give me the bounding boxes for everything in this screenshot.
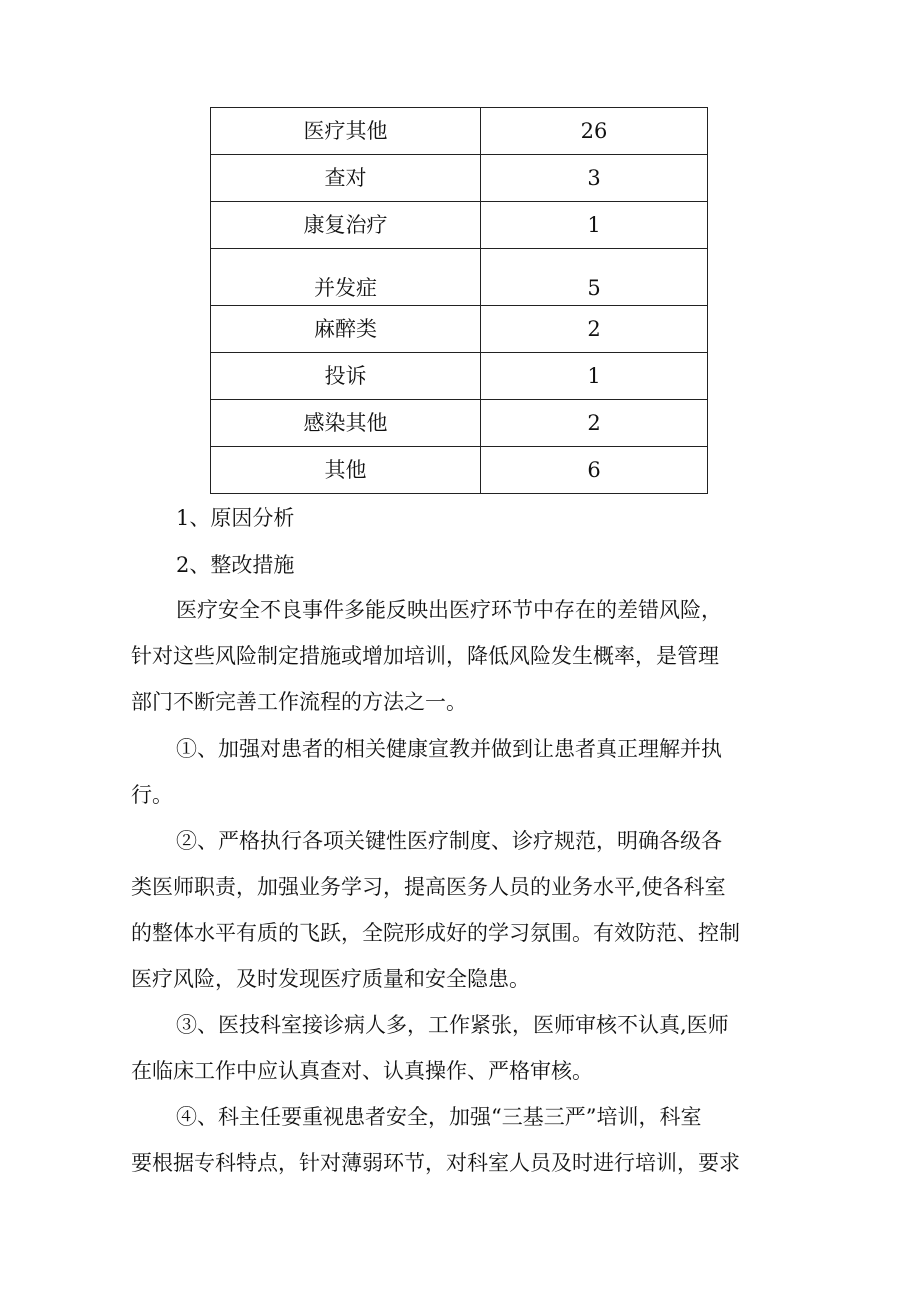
count-cell: 1 [481, 202, 708, 249]
count-cell: 26 [481, 108, 708, 155]
table-row [211, 108, 708, 155]
category-cell: 医疗其他 [211, 108, 481, 155]
count-cell: 6 [481, 447, 708, 494]
count-cell: 2 [481, 306, 708, 353]
paragraph-line: ④、科主任要重视患者安全，加强“三基三严”培训，科室 [176, 1105, 702, 1129]
count-cell: 1 [481, 353, 708, 400]
heading-cause-analysis: 1、原因分析 [176, 506, 295, 530]
paragraph-line: 要根据专科特点，针对薄弱环节，对科室人员及时进行培训，要求 [131, 1151, 740, 1175]
table-row [211, 306, 708, 353]
paragraph-line: 部门不断完善工作流程的方法之一。 [131, 690, 467, 714]
paragraph-line: ①、加强对患者的相关健康宣教并做到让患者真正理解并执 [176, 737, 722, 761]
category-cell: 其他 [211, 447, 481, 494]
paragraph-line: 医疗风险，及时发现医疗质量和安全隐患。 [131, 967, 530, 991]
table-row [211, 249, 708, 306]
paragraph-line: 行。 [131, 783, 173, 807]
category-cell: 查对 [211, 155, 481, 202]
paragraph-line: 针对这些风险制定措施或增加培训，降低风险发生概率，是管理 [131, 644, 719, 668]
paragraph-line: ③、医技科室接诊病人多，工作紧张，医师审核不认真,医师 [176, 1013, 729, 1037]
category-cell: 并发症 [211, 249, 481, 306]
category-cell: 麻醉类 [211, 306, 481, 353]
count-cell: 2 [481, 400, 708, 447]
category-cell: 感染其他 [211, 400, 481, 447]
heading-corrective-measures: 2、整改措施 [176, 553, 295, 577]
paragraph-line: 类医师职责，加强业务学习，提高医务人员的业务水平,使各科室 [131, 875, 726, 899]
table-row [211, 202, 708, 249]
paragraph-line: 医疗安全不良事件多能反映出医疗环节中存在的差错风险， [176, 598, 722, 622]
paragraph-line: 在临床工作中应认真查对、认真操作、严格审核。 [131, 1059, 593, 1083]
paragraph-line: ②、严格执行各项关键性医疗制度、诊疗规范，明确各级各 [176, 829, 722, 853]
table-row [211, 447, 708, 494]
table-row [211, 400, 708, 447]
table-row [211, 353, 708, 400]
count-cell: 3 [481, 155, 708, 202]
category-cell: 投诉 [211, 353, 481, 400]
paragraph-line: 的整体水平有质的飞跃，全院形成好的学习氛围。有效防范、控制 [131, 921, 740, 945]
category-cell: 康复治疗 [211, 202, 481, 249]
event-count-table [210, 107, 708, 494]
count-cell: 5 [481, 249, 708, 306]
table-row [211, 155, 708, 202]
